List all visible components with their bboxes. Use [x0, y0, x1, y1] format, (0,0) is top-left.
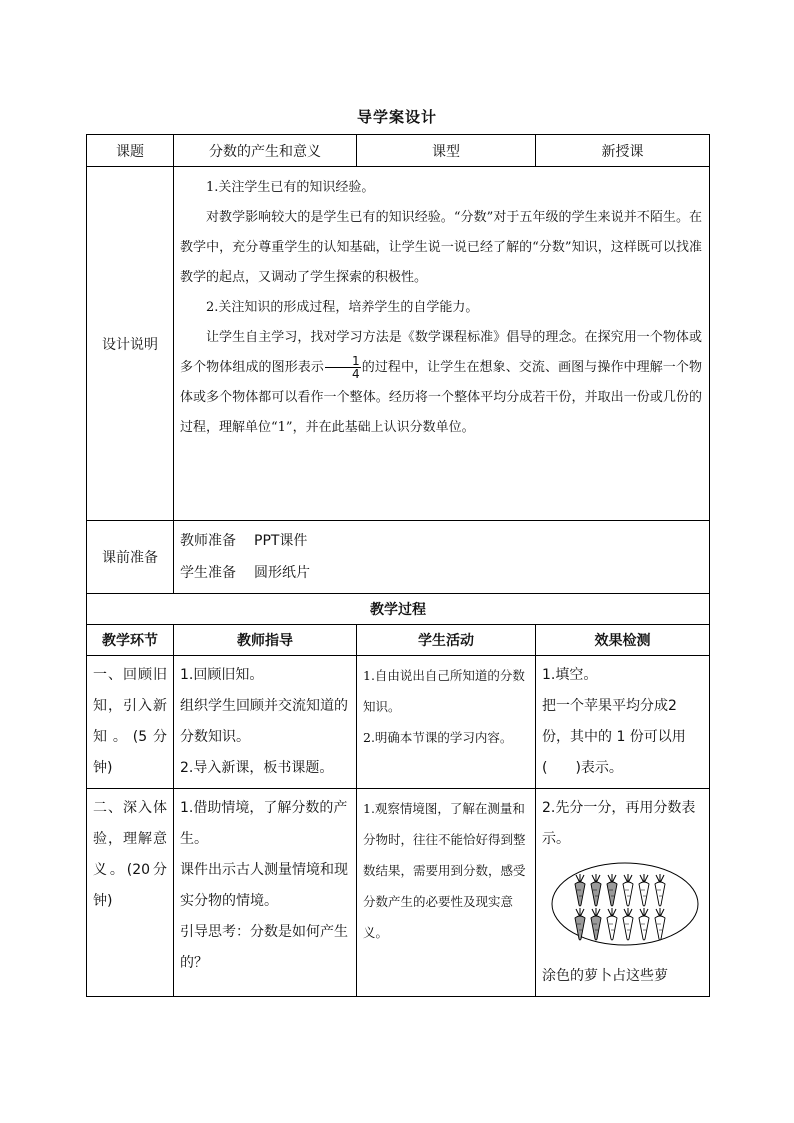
teacher-line: 课件出示古人测量情境和现实分物的情境。: [180, 862, 348, 909]
carrot-figure: [550, 861, 703, 959]
student-line: 1.自由说出自己所知道的分数知识。: [363, 668, 525, 714]
carrot-ellipse-figure: [550, 861, 700, 947]
column-header-stage: 教学环节: [87, 625, 174, 656]
carrot-icon: [591, 908, 601, 940]
design-paragraph-1: 对教学影响较大的是学生已有的知识经验。“分数”对于五年级的学生来说并不陌生。在教学中，充分尊重学生的认知基础，让学生说一说已经了解的“分数”知识，这样既可以找准教学的起点，又调动了学生探索的积极性。: [180, 210, 702, 285]
design-content: [174, 167, 710, 521]
carrot-icon: [639, 874, 649, 906]
check-line: 2.先分一分，再用分数表示。: [542, 800, 696, 847]
student-prep: [180, 557, 703, 589]
process-row-2: [87, 789, 710, 997]
student-prep-label: 学生准备: [180, 565, 236, 581]
design-paragraph-2-part-b: 的过程中，让学生在想象、交流、画图与操作中理解一个物体或多个物体都可以看作一个整体。经历将一个整体平均分成若干份，并取出一份或几份的过程，理解单位“1”，并在此基础上认识分数单位。: [180, 360, 702, 435]
carrot-icon: [591, 874, 601, 906]
process-title: 教学过程: [87, 594, 710, 625]
student-prep-value: 圆形纸片: [254, 565, 310, 581]
teacher-line: 引导思考：分数是如何产生的？: [180, 924, 348, 971]
check-cell-2: [536, 789, 710, 997]
carrot-icon: [607, 908, 617, 940]
design-point-2: 2.关注知识的形成过程，培养学生的自学能力。: [206, 300, 479, 315]
design-label: 设计说明: [87, 167, 174, 521]
check-line: 1.填空。: [542, 667, 598, 683]
design-row: [87, 167, 710, 521]
type-value: 新授课: [536, 135, 710, 167]
stage-cell-1: 一、回顾旧知，引入新知。(5分钟): [87, 656, 174, 789]
process-row-1: [87, 656, 710, 789]
student-line: 1.观察情境图，了解在测量和分物时，往往不能恰好得到整数结果，需要用到分数，感受分数产生的必要性及现实意义。: [363, 801, 526, 940]
ellipse-outline: [552, 863, 698, 945]
fraction-one-quarter: [325, 355, 361, 380]
teacher-line: 组织学生回顾并交流知道的分数知识。: [180, 698, 348, 745]
prep-label: 课前准备: [87, 521, 174, 594]
student-cell-2: [357, 789, 536, 997]
carrot-icon: [655, 874, 665, 906]
fraction-denominator: 4: [352, 367, 360, 381]
carrot-icon: [655, 908, 665, 940]
topic-value: 分数的产生和意义: [174, 135, 357, 167]
check-line: 涂色的萝卜占这些萝: [542, 968, 668, 984]
carrot-icon: [623, 908, 633, 940]
teacher-cell-1: [174, 656, 357, 789]
page-title: 导学案设计: [356, 108, 437, 126]
teacher-prep: [180, 525, 703, 557]
topic-label: 课题: [87, 135, 174, 167]
prep-content: [174, 521, 710, 594]
teacher-line: 2.导入新课，板书课题。: [180, 760, 334, 776]
column-header-check: 效果检测: [536, 625, 710, 656]
check-cell-1: [536, 656, 710, 789]
carrot-icon: [575, 874, 585, 906]
teacher-prep-label: 教师准备: [180, 533, 236, 549]
design-paragraph-2-part-a: 让学生自主学习，找对学习方法是《数学课程标准》倡导的理念。在探究用一个物体或多个物体组成的图形表示: [180, 330, 702, 375]
teacher-line: 1.回顾旧知。: [180, 667, 264, 683]
check-line: 把一个苹果平均分成2份，其中的 1 份可以用( )表示。: [542, 698, 686, 776]
fraction-numerator: 1: [325, 355, 361, 368]
carrot-icon: [623, 874, 633, 906]
teacher-line: 1.借助情境，了解分数的产生。: [180, 800, 348, 847]
process-title-row: [87, 594, 710, 625]
process-header-row: [87, 625, 710, 656]
student-cell-1: [357, 656, 536, 789]
teacher-cell-2: [174, 789, 357, 997]
lesson-plan-table: [86, 134, 710, 997]
column-header-teacher: 教师指导: [174, 625, 357, 656]
carrot-icon: [607, 874, 617, 906]
column-header-student: 学生活动: [357, 625, 536, 656]
stage-cell-2: 二、深入体验，理解意义。(20分钟): [87, 789, 174, 997]
teacher-prep-value: PPT课件: [254, 533, 308, 549]
design-point-1: 1.关注学生已有的知识经验。: [206, 180, 375, 195]
student-line: 2.明确本节课的学习内容。: [363, 730, 513, 745]
type-label: 课型: [357, 135, 536, 167]
prep-row: [87, 521, 710, 594]
design-paragraph-2: [180, 323, 702, 443]
header-row: [87, 135, 710, 167]
carrot-icon: [639, 908, 649, 940]
